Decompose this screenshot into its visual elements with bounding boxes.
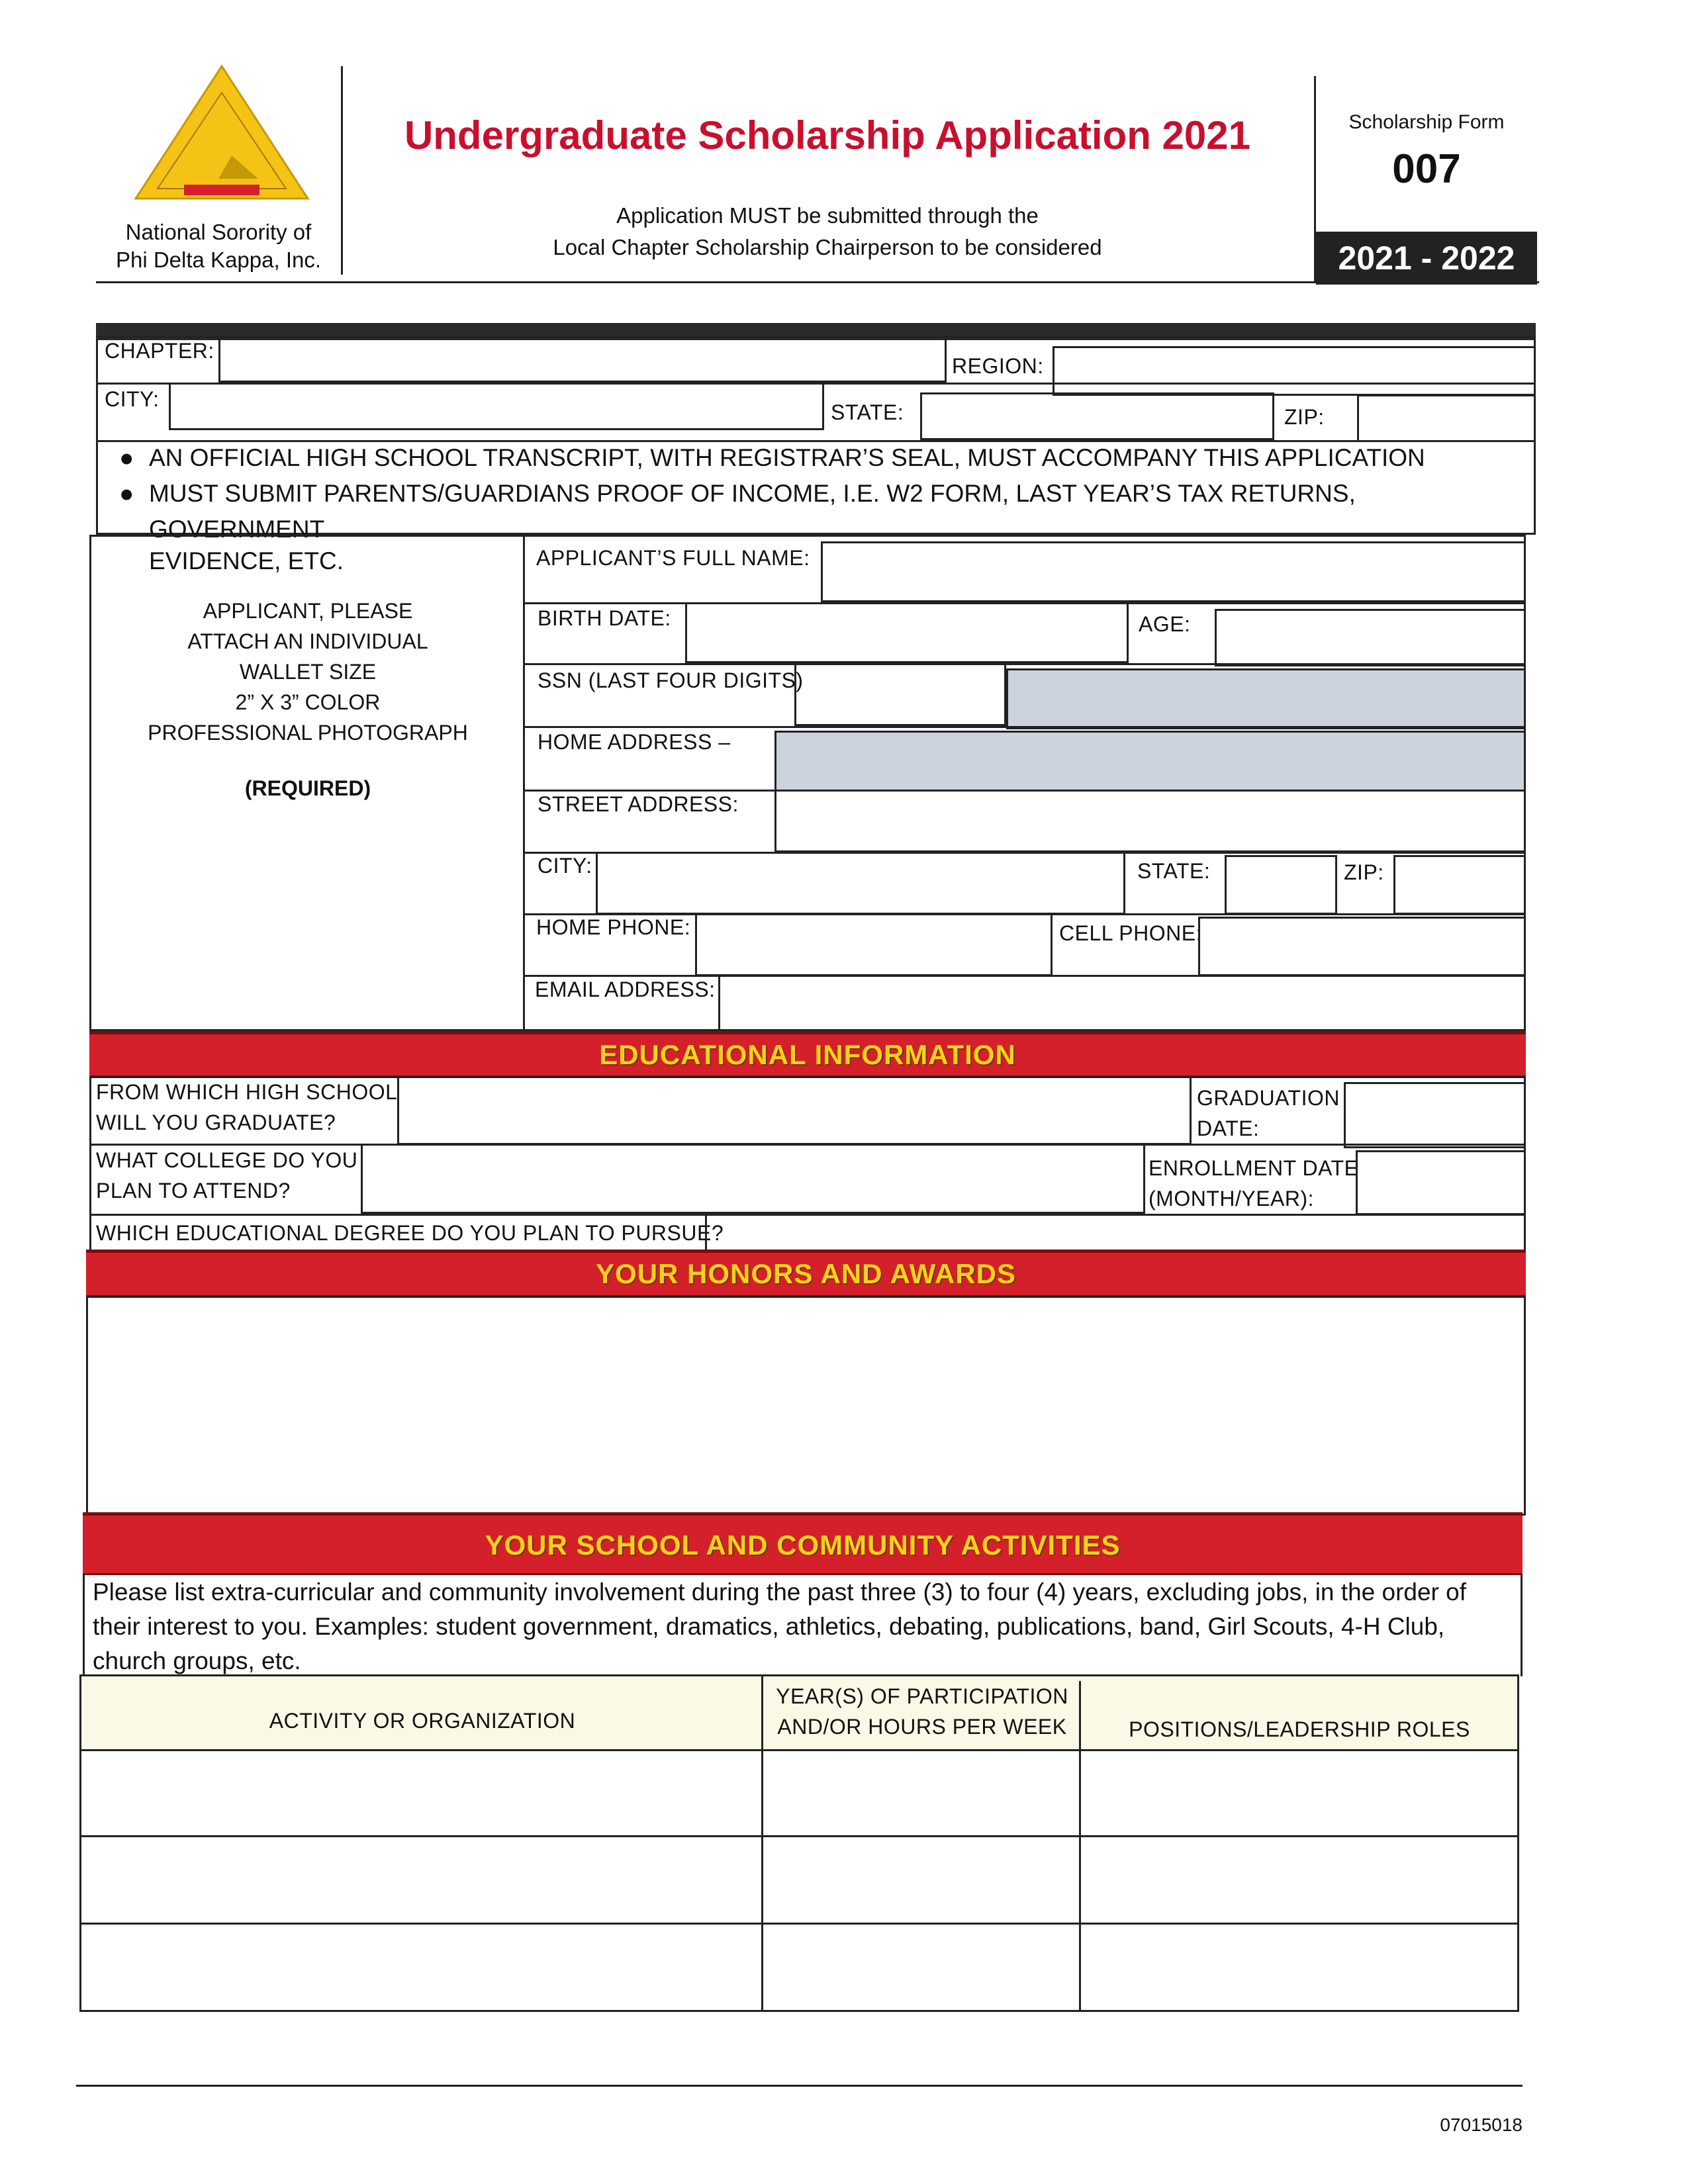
ssn-label: SSN (LAST FOUR DIGITS)	[538, 668, 804, 692]
applicant-zip-label: ZIP:	[1344, 860, 1384, 884]
city-field[interactable]	[169, 383, 824, 430]
high-school-label: FROM WHICH HIGH SCHOOL WILL YOU GRADUATE?	[96, 1080, 398, 1134]
zip-label: ZIP:	[1284, 405, 1325, 429]
applicant-city-label: CITY:	[538, 854, 592, 878]
state-field[interactable]	[920, 392, 1274, 440]
year-badge	[1316, 232, 1537, 285]
header-divider-left	[341, 66, 343, 275]
home-phone-field[interactable]	[695, 913, 1053, 976]
applicant-rule-2	[523, 663, 1526, 665]
applicant-zip-field[interactable]	[1393, 855, 1526, 915]
org-line-2: Phi Delta Kappa, Inc.	[115, 248, 322, 272]
honors-heading: YOUR HONORS AND AWARDS	[596, 1258, 1016, 1289]
college-field[interactable]	[361, 1144, 1145, 1214]
table-row[interactable]	[81, 1751, 1517, 1835]
bullet-icon: ●	[119, 480, 134, 507]
logo	[132, 63, 311, 215]
year-range: 2021 - 2022	[1338, 240, 1515, 277]
instructions-line-3: church groups, etc.	[93, 1647, 301, 1674]
honors-heading-bar	[86, 1250, 1526, 1297]
activities-heading: YOUR SCHOOL AND COMMUNITY ACTIVITIES	[485, 1529, 1121, 1561]
applicant-state-field[interactable]	[1225, 855, 1337, 915]
table-row[interactable]	[81, 1837, 1517, 1923]
requirement-item: ● AN OFFICIAL HIGH SCHOOL TRANSCRIPT, WITH REGISTRAR’S SEAL, MUST ACCOMPANY THIS APPLICATION	[149, 440, 1526, 476]
zip-field[interactable]	[1357, 394, 1536, 442]
cell-phone-label: CELL PHONE:	[1059, 921, 1202, 945]
photo-line-4: 2” X 3” COLOR	[235, 690, 381, 714]
cell-phone-field[interactable]	[1198, 917, 1526, 976]
org-line-1: National Sorority of	[125, 220, 312, 244]
activities-heading-bar	[83, 1512, 1523, 1575]
city-label: CITY:	[105, 387, 160, 411]
photo-instructions	[93, 596, 523, 803]
enrollment-date-label: ENROLLMENT DATE (MONTH/YEAR):	[1149, 1156, 1359, 1210]
graduation-date-field[interactable]	[1344, 1082, 1526, 1148]
page-title: Undergraduate Scholarship Application 2021	[404, 113, 1251, 158]
form-number: 007	[1392, 146, 1461, 192]
ssn-field[interactable]	[794, 663, 1006, 726]
footer-rule	[76, 2085, 1523, 2087]
photo-line-3: WALLET SIZE	[239, 660, 377, 684]
education-heading-bar	[89, 1031, 1526, 1077]
street-address-label: STREET ADDRESS:	[538, 792, 739, 816]
photo-required: (REQUIRED)	[244, 776, 371, 800]
instructions-line-2: their interest to you. Examples: student government, dramatics, athletics, debating, publications, band, Girl Scouts, 4-H Club,	[93, 1613, 1445, 1640]
page-subtitle	[357, 200, 1297, 263]
requirement-item: ● MUST SUBMIT PARENTS/GUARDIANS PROOF OF INCOME, I.E. W2 FORM, LAST YEAR’S TAX RETURNS, GOVERNMENT	[149, 476, 1526, 547]
photo-divider	[523, 535, 525, 1031]
activities-instructions	[93, 1575, 1523, 1678]
full-name-field[interactable]	[821, 541, 1526, 602]
requirement-item-continued: EVIDENCE, ETC.	[149, 547, 344, 574]
age-field[interactable]	[1215, 609, 1526, 666]
home-address-label: HOME ADDRESS –	[538, 730, 731, 754]
graduation-date-label: GRADUATION DATE:	[1197, 1086, 1340, 1140]
street-address-field[interactable]	[774, 790, 1526, 852]
bullet-icon: ●	[119, 444, 134, 471]
email-field[interactable]	[718, 975, 1526, 1031]
chapter-label: CHAPTER:	[105, 339, 214, 363]
org-name	[106, 218, 331, 274]
education-heading: EDUCATIONAL INFORMATION	[599, 1039, 1016, 1070]
honors-textarea[interactable]	[86, 1296, 1526, 1516]
header-bottom-rule	[96, 281, 1539, 283]
applicant-city-field[interactable]	[596, 852, 1125, 915]
subtitle-line-1: Application MUST be submitted through the	[616, 203, 1039, 228]
college-label: WHAT COLLEGE DO YOU PLAN TO ATTEND?	[96, 1148, 358, 1203]
full-name-label: APPLICANT’S FULL NAME:	[536, 546, 810, 570]
applicant-state-label: STATE:	[1137, 859, 1211, 883]
col-positions-header: POSITIONS/LEADERSHIP ROLES	[1129, 1717, 1470, 1741]
ssn-blocked-area	[1006, 668, 1526, 729]
email-label: EMAIL ADDRESS:	[535, 978, 716, 1001]
triangle-seal-icon	[132, 63, 311, 215]
photo-line-2: ATTACH AN INDIVIDUAL	[187, 629, 428, 653]
table-row[interactable]	[81, 1925, 1517, 2010]
home-address-blocked-area	[774, 731, 1526, 792]
subtitle-line-2: Local Chapter Scholarship Chairperson to be considered	[553, 235, 1102, 259]
birth-date-label: BIRTH DATE:	[538, 606, 671, 630]
chapter-field[interactable]	[218, 336, 947, 383]
enrollment-date-field[interactable]	[1356, 1150, 1526, 1215]
degree-label: WHICH EDUCATIONAL DEGREE DO YOU PLAN TO PURSUE?	[96, 1221, 724, 1245]
photo-line-5: PROFESSIONAL PHOTOGRAPH	[148, 721, 468, 745]
region-label: REGION:	[952, 354, 1044, 378]
col-activity-header: ACTIVITY OR ORGANIZATION	[269, 1709, 576, 1733]
home-phone-label: HOME PHONE:	[536, 915, 691, 939]
high-school-field[interactable]	[397, 1076, 1192, 1145]
region-field[interactable]	[1053, 346, 1536, 396]
age-label: AGE:	[1139, 612, 1191, 636]
instructions-line-1: Please list extra-curricular and community involvement during the past three (3) to four (4) years, excluding jobs, in the order of	[93, 1578, 1467, 1606]
col-years-header: YEAR(S) OF PARTICIPATION AND/OR HOURS PER WEEK	[776, 1684, 1068, 1739]
form-label: Scholarship Form	[1348, 111, 1505, 133]
birth-date-field[interactable]	[685, 602, 1129, 663]
footer-code: 07015018	[1440, 2115, 1523, 2135]
photo-line-1: APPLICANT, PLEASE	[203, 599, 413, 623]
applicant-rule-3	[523, 726, 1526, 728]
state-label: STATE:	[831, 400, 904, 424]
